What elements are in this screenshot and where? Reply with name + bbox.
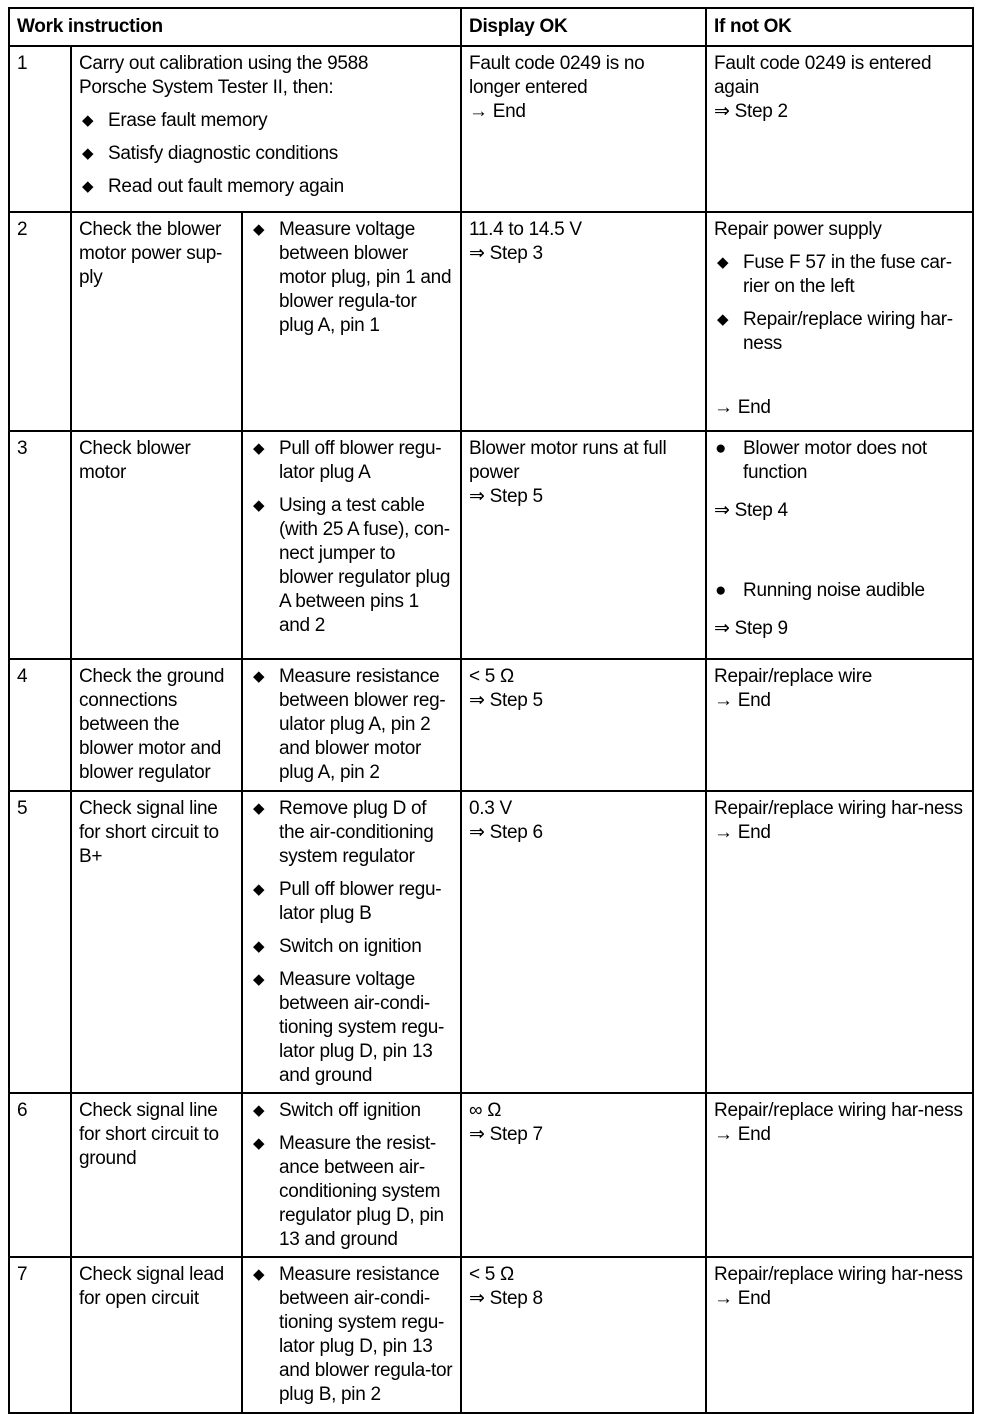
- step-number: 6: [9, 1093, 71, 1257]
- ok-result: Blower motor runs at full power: [469, 438, 667, 483]
- step-instruction: Check signal line for short circuit to ground: [71, 1093, 242, 1257]
- not-ok-cell: [706, 212, 973, 431]
- not-ok-cell: [706, 1093, 973, 1257]
- header-if-not-ok: If not OK: [706, 8, 973, 46]
- nok-result: Repair/replace wire: [714, 666, 873, 687]
- step-instruction: Check the ground connections between the blower motor and blower regulator: [71, 659, 242, 791]
- header-work-instruction: Work instruction: [9, 8, 461, 46]
- step-actions: [242, 1257, 461, 1413]
- step-number: 3: [9, 431, 71, 659]
- bullet-item: ◆ Measure the resist-ance between air-conditioning system regulator plug D, pin 13 and ground: [253, 1133, 444, 1250]
- step-number: 1: [9, 46, 71, 212]
- step-row-7: [9, 1257, 973, 1413]
- ok-result: Fault code 0249 is no longer entered: [469, 53, 645, 98]
- bullet-list: [79, 109, 454, 199]
- nok-next: ⇒ Step 4: [714, 500, 788, 521]
- diamond-bullet-icon: ◆: [253, 971, 265, 988]
- bullet-list: [714, 251, 966, 356]
- ok-next: ⇒ Step 6: [469, 822, 543, 843]
- nok-next: → End: [714, 1124, 771, 1145]
- display-ok-cell: [461, 1093, 706, 1257]
- ok-next: → End: [469, 101, 526, 122]
- step-instruction: Check signal lead for open circuit: [71, 1257, 242, 1413]
- ok-next: ⇒ Step 8: [469, 1288, 543, 1309]
- bullet-list: [250, 437, 454, 638]
- step-actions: [242, 791, 461, 1093]
- display-ok-cell: [461, 212, 706, 431]
- bullet-item: ◆ Using a test cable (with 25 A fuse), con-nect jumper to blower regulator plug A between pins 1 and 2: [253, 495, 451, 636]
- diamond-bullet-icon: ◆: [253, 668, 265, 685]
- step-row-1: [9, 46, 973, 212]
- ok-next: ⇒ Step 5: [469, 690, 543, 711]
- ok-result: ∞ Ω: [469, 1100, 502, 1121]
- bullet-item: ◆ Erase fault memory: [82, 110, 268, 131]
- diamond-bullet-icon: ◆: [253, 1266, 265, 1283]
- step-actions: [242, 1093, 461, 1257]
- diamond-bullet-icon: ◆: [253, 1102, 265, 1119]
- ok-result: 0.3 V: [469, 798, 512, 819]
- ok-next: ⇒ Step 7: [469, 1124, 543, 1145]
- bullet-list: [714, 579, 966, 603]
- step-number: 2: [9, 212, 71, 431]
- bullet-item: ◆ Repair/replace wiring har-ness: [717, 309, 953, 354]
- display-ok-cell: [461, 1257, 706, 1413]
- bullet-item: ◆ Switch off ignition: [253, 1100, 421, 1121]
- diamond-bullet-icon: ◆: [253, 800, 265, 817]
- dot-bullet-icon: ●: [715, 438, 727, 459]
- display-ok-cell: [461, 46, 706, 212]
- step-row-6: [9, 1093, 973, 1257]
- nok-next: ⇒ Step 2: [714, 101, 788, 122]
- step-row-2: [9, 212, 973, 431]
- bullet-item: ● Blower motor does not function: [715, 438, 927, 483]
- work-instruction-table: [8, 7, 974, 1414]
- diamond-bullet-icon: ◆: [82, 178, 94, 195]
- ok-next: ⇒ Step 5: [469, 486, 543, 507]
- bullet-list: [250, 218, 454, 338]
- step-instruction: Check the blower motor power sup-ply: [71, 212, 242, 431]
- diamond-bullet-icon: ◆: [82, 145, 94, 162]
- step-instruction: [71, 46, 461, 212]
- step-row-5: [9, 791, 973, 1093]
- nok-result: Repair/replace wiring har-ness: [714, 1100, 963, 1121]
- step-number: 7: [9, 1257, 71, 1413]
- nok-next: ⇒ Step 9: [714, 618, 788, 639]
- nok-result: Repair power supply: [714, 219, 882, 240]
- bullet-item: ◆ Measure voltage between air-condi-tioning system regu-lator plug D, pin 13 and ground: [253, 969, 445, 1086]
- bullet-item: ◆ Measure resistance between air-condi-tioning system regu-lator plug D, pin 13 and blower regula-tor plug B, pin 2: [253, 1264, 453, 1405]
- nok-next: → End: [714, 1288, 771, 1309]
- step-instruction: Check signal line for short circuit to B+: [71, 791, 242, 1093]
- not-ok-cell: [706, 659, 973, 791]
- bullet-list: [250, 797, 454, 1088]
- bullet-list: [250, 1263, 454, 1407]
- step-actions: [242, 212, 461, 431]
- step-row-3: [9, 431, 973, 659]
- bullet-item: ◆ Remove plug D of the air-conditioning system regulator: [253, 798, 434, 867]
- header-display-ok: Display OK: [461, 8, 706, 46]
- nok-result: Repair/replace wiring har-ness: [714, 798, 963, 819]
- bullet-item: ◆ Satisfy diagnostic conditions: [82, 143, 338, 164]
- step-number: 4: [9, 659, 71, 791]
- bullet-item: ◆ Pull off blower regu-lator plug A: [253, 438, 442, 483]
- not-ok-cell: [706, 791, 973, 1093]
- ok-next: ⇒ Step 3: [469, 243, 543, 264]
- nok-next: → End: [714, 397, 771, 418]
- step-row-4: [9, 659, 973, 791]
- nok-next: → End: [714, 690, 771, 711]
- bullet-item: ◆ Switch on ignition: [253, 936, 422, 957]
- instruction-text: Carry out calibration using the 9588 Porsche System Tester II, then:: [79, 53, 369, 98]
- not-ok-cell: [706, 46, 973, 212]
- nok-next: → End: [714, 822, 771, 843]
- bullet-item: ◆ Measure voltage between blower motor plug, pin 1 and blower regula-tor plug A, pin 1: [253, 219, 452, 336]
- bullet-item: ◆ Measure resistance between blower reg-ulator plug A, pin 2 and blower motor plug A, pin 2: [253, 666, 446, 783]
- ok-result: < 5 Ω: [469, 1264, 514, 1285]
- bullet-item: ● Running noise audible: [715, 580, 925, 601]
- diamond-bullet-icon: ◆: [253, 221, 265, 238]
- not-ok-cell: [706, 1257, 973, 1413]
- diamond-bullet-icon: ◆: [82, 112, 94, 129]
- header-row: [9, 8, 973, 46]
- nok-result: Fault code 0249 is entered again: [714, 53, 932, 98]
- bullet-item: ◆ Read out fault memory again: [82, 176, 344, 197]
- not-ok-cell: [706, 431, 973, 659]
- ok-result: 11.4 to 14.5 V: [469, 219, 582, 240]
- display-ok-cell: [461, 659, 706, 791]
- diamond-bullet-icon: ◆: [717, 254, 729, 271]
- diamond-bullet-icon: ◆: [253, 1135, 265, 1152]
- diamond-bullet-icon: ◆: [253, 881, 265, 898]
- step-instruction: Check blower motor: [71, 431, 242, 659]
- bullet-item: ◆ Fuse F 57 in the fuse car-rier on the left: [717, 252, 952, 297]
- ok-result: < 5 Ω: [469, 666, 514, 687]
- bullet-list: [250, 1099, 454, 1252]
- diamond-bullet-icon: ◆: [253, 440, 265, 457]
- step-actions: [242, 431, 461, 659]
- bullet-list: [714, 437, 966, 485]
- dot-bullet-icon: ●: [715, 580, 727, 601]
- bullet-item: ◆ Pull off blower regu-lator plug B: [253, 879, 442, 924]
- step-actions: [242, 659, 461, 791]
- diamond-bullet-icon: ◆: [253, 938, 265, 955]
- display-ok-cell: [461, 791, 706, 1093]
- nok-result: Repair/replace wiring har-ness: [714, 1264, 963, 1285]
- diamond-bullet-icon: ◆: [253, 497, 265, 514]
- bullet-list: [250, 665, 454, 785]
- step-number: 5: [9, 791, 71, 1093]
- display-ok-cell: [461, 431, 706, 659]
- diamond-bullet-icon: ◆: [717, 311, 729, 328]
